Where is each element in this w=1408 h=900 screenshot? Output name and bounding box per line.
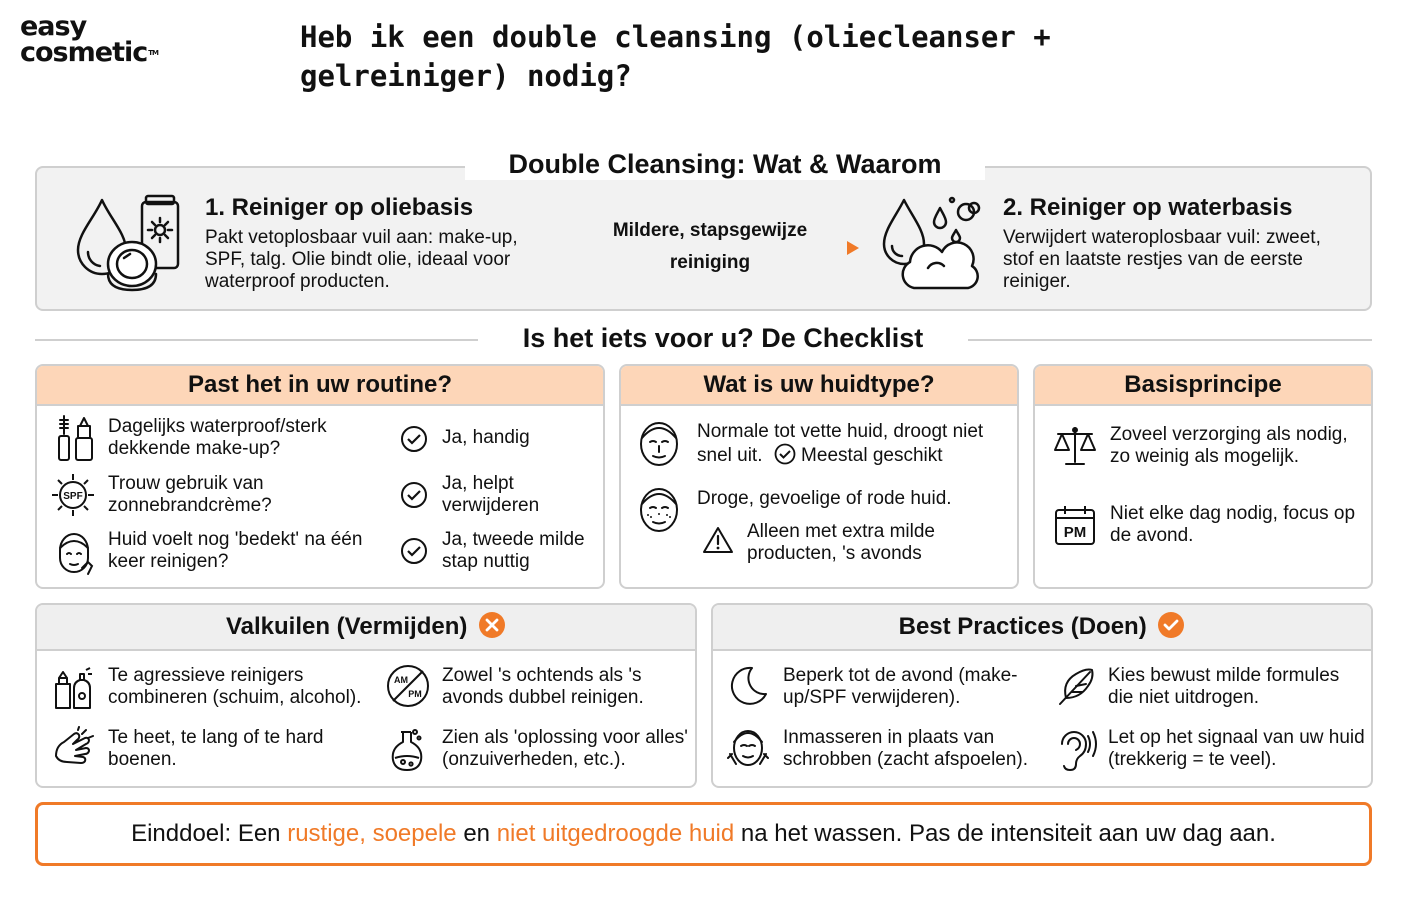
best-3: Inmasseren in plaats van schrobben (zacht afspoelen). (783, 727, 1029, 770)
principle-card (1033, 364, 1373, 589)
check-circle-icon (400, 537, 428, 565)
routine-question-1: Dagelijks waterproof/sterk dekkende make-up? (108, 416, 327, 459)
final-highlight-1: rustige, soepele (287, 820, 457, 847)
feather-icon (1054, 664, 1098, 708)
routine-answer-3: Ja, tweede milde stap nuttig (442, 529, 585, 572)
final-goal-box (35, 802, 1372, 866)
routine-answer-1: Ja, handig (442, 427, 530, 448)
best-2: Kies bewust milde formules die niet uitdrogen. (1108, 665, 1340, 708)
pitfalls-header (37, 605, 695, 651)
cleanser-bottles-icon (50, 666, 96, 710)
principle-row2: Niet elke dag nodig, focus op de avond. (1110, 503, 1356, 546)
check-circle-icon (774, 443, 796, 465)
face-sensitive-icon (636, 484, 682, 534)
routine-answer-2: Ja, helpt verwijderen (442, 473, 540, 516)
logo-line1: easy (20, 11, 87, 42)
cross-circle-icon (478, 611, 506, 639)
skintype-row1 (697, 421, 1017, 467)
step1-title: 1. Reiniger op oliebasis (205, 194, 474, 221)
pm-badge: PM (1063, 524, 1087, 541)
ear-signal-icon (1054, 726, 1098, 772)
skintype-row2-warning: Alleen met extra milde producten, 's avonds (747, 521, 935, 564)
scrubbing-hand-icon (50, 726, 96, 772)
skintype-row1-text: Normale tot vette huid, droogt niet snel uit. (697, 421, 984, 466)
water-cleanser-icon (880, 194, 984, 298)
arrow-right-icon (565, 238, 865, 258)
final-prefix: Einddoel: Een (131, 820, 288, 847)
check-circle-icon (400, 425, 428, 453)
routine-question-3: Huid voelt nog 'bedekt' na één keer reinigen? (108, 529, 363, 572)
mascara-lipstick-icon (54, 414, 94, 462)
skintype-title: Wat is uw huidtype? (621, 366, 1017, 406)
best-1: Beperk tot de avond (make-up/SPF verwijderen). (783, 665, 1018, 708)
face-massage-icon (726, 724, 770, 772)
final-highlight-2: niet uitgedroogde huid (496, 820, 735, 847)
pitfall-4: Zien als 'oplossing voor alles' (onzuiverheden, etc.). (442, 727, 688, 770)
warning-icon (702, 525, 734, 555)
spf-badge: SPF (63, 491, 83, 502)
routine-question-2: Trouw gebruik van zonnebrandcrème? (108, 473, 272, 516)
step2-text: Verwijdert wateroplosbaar vuil: zweet, stof en laatste restjes van de eerste reiniger. (1003, 227, 1321, 292)
best-header (713, 605, 1371, 651)
check-badge-icon (1157, 611, 1185, 639)
moon-icon (726, 664, 770, 708)
skintype-row2-text: Droge, gevoelige of rode huid. (697, 488, 952, 509)
pitfall-3: Te heet, te lang of te hard boenen. (108, 727, 324, 770)
final-middle: en (456, 820, 497, 847)
brand-logo (20, 11, 180, 68)
logo-trademark: TM (148, 49, 158, 57)
check-circle-icon (400, 481, 428, 509)
page-title: Heb ik een double cleansing (oliecleanser + gelreiniger) nodig? (300, 20, 1051, 93)
face-normal-icon (636, 418, 682, 468)
potion-flask-icon (387, 726, 427, 774)
best-4: Let op het signaal van uw huid (trekkerig = te veel). (1108, 727, 1365, 770)
pitfall-1: Te agressieve reinigers combineren (schuim, alcohol). (108, 665, 362, 708)
am-badge: AM (394, 675, 408, 685)
routine-title: Past het in uw routine? (37, 366, 603, 406)
am-pm-clock-icon (385, 663, 431, 709)
skintype-row1-verdict: Meestal geschikt (801, 445, 943, 466)
principle-row1: Zoveel verzorging als nodig, zo weinig als mogelijk. (1110, 424, 1348, 467)
logo-line2: cosmetic (20, 37, 148, 68)
principle-title: Basisprincipe (1035, 366, 1371, 406)
step1-text: Pakt vetoplosbaar vuil aan: make-up, SPF, talg. Olie bindt olie, ideaal voor waterproof producten. (205, 227, 518, 292)
arrow-label-line2: reiniging (669, 252, 751, 273)
pm-badge: PM (408, 689, 422, 699)
balance-scale-icon (1052, 424, 1098, 468)
step2-title: 2. Reiniger op waterbasis (1003, 194, 1293, 221)
calendar-pm-icon (1054, 504, 1096, 546)
pitfall-2: Zowel 's ochtends als 's avonds dubbel reinigen. (442, 665, 644, 708)
section1-title: Double Cleansing: Wat & Waarom (465, 149, 985, 180)
section2-title: Is het iets voor u? De Checklist (478, 323, 968, 354)
pitfalls-title: Valkuilen (Vermijden) (225, 613, 468, 640)
face-touch-icon (52, 528, 96, 576)
spf-sun-icon (50, 472, 96, 518)
best-title: Best Practices (Doen) (898, 613, 1147, 640)
final-suffix: na het wassen. Pas de intensiteit aan uw dag aan. (734, 820, 1276, 847)
oil-cleanser-icon (72, 194, 184, 298)
arrow-label-line1: Mildere, stapsgewijze (612, 220, 808, 241)
